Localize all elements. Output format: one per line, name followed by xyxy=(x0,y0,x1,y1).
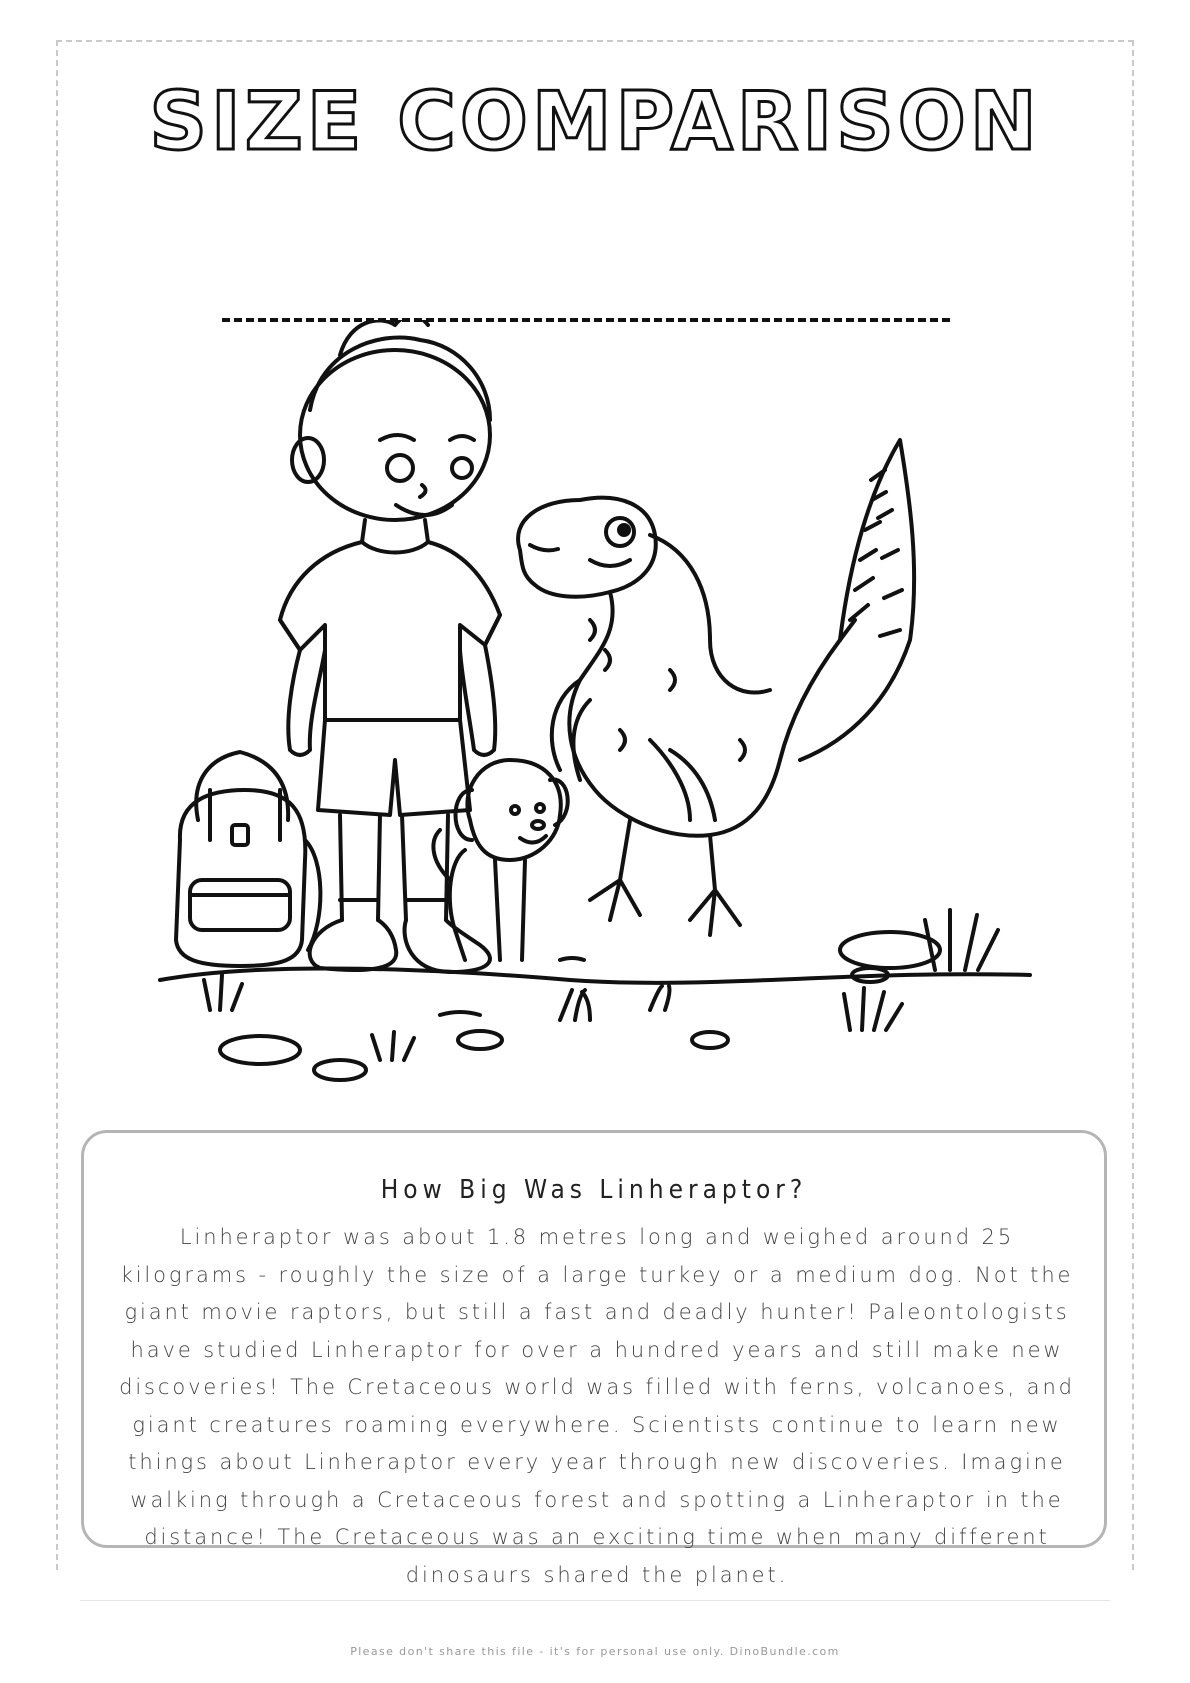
footer-divider xyxy=(80,1600,1110,1601)
backpack xyxy=(176,752,320,966)
info-box xyxy=(81,1130,1107,1587)
info-body-text: Linheraptor was about 1.8 metres long and weighed around 25 kilograms - roughly the size of a large turkey or a medium dog. Not the giant movie raptors, but still a fast and deadly hunter! Paleontologists have studied Linheraptor for over a hundred years and still make new discoveries! The Cretaceous world was filled with ferns, volcanoes, and giant creatures roaming everywhere. Scientists continue to learn new things about Linheraptor every year through new discoveries. Imagine walking through a Cretaceous forest and spotting a Linheraptor in the distance! The Cretaceous was an exciting time when many different dinosaurs shared the planet. xyxy=(119,1225,1075,1587)
info-heading: How Big Was Linheraptor? xyxy=(380,1175,808,1205)
ground-scene xyxy=(160,910,1030,1080)
footer-notice: Please don't share this file - it's for personal use only. DinoBundle.com xyxy=(350,1645,840,1658)
puppy xyxy=(433,760,567,960)
linheraptor-dinosaur xyxy=(518,440,914,935)
size-comparison-illustration xyxy=(150,320,1050,1110)
page-title: SIZE COMPARISON xyxy=(149,75,1041,168)
boy-figure xyxy=(280,320,500,972)
